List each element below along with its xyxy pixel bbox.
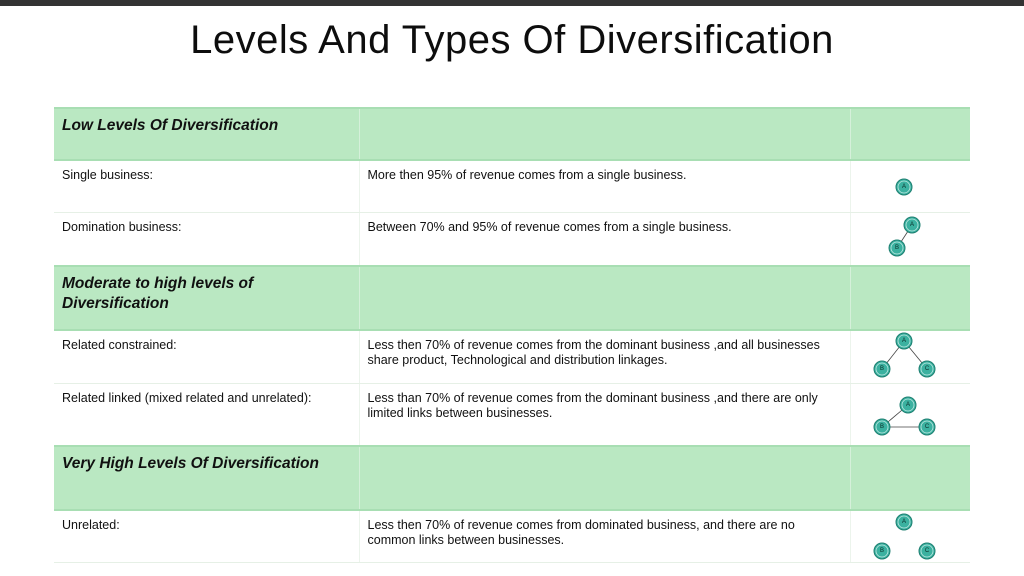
node-b <box>874 543 890 559</box>
header-blank-cell <box>359 446 850 510</box>
revenue-description: More then 95% of revenue comes from a single business. <box>359 160 850 213</box>
svg-text:A: A <box>905 402 910 408</box>
header-blank-cell <box>850 446 970 510</box>
svg-text:B: B <box>879 366 884 372</box>
node-c <box>919 361 935 377</box>
revenue-description: Between 70% and 95% of revenue comes from a single business. <box>359 213 850 267</box>
svg-text:A: A <box>909 222 914 228</box>
table-row <box>54 213 970 267</box>
table-row <box>54 384 970 447</box>
node-a <box>900 397 916 413</box>
table-row <box>54 160 970 213</box>
section-heading: Moderate to high levels of Diversification <box>54 266 359 330</box>
section-header-moderate <box>54 266 970 330</box>
node-b <box>889 240 905 256</box>
section-header-very-high <box>54 446 970 510</box>
header-blank-cell <box>850 108 970 160</box>
svg-text:C: C <box>924 424 929 430</box>
structure-diagram <box>850 330 970 384</box>
header-blank-cell <box>359 108 850 160</box>
unrelated-diagram <box>851 511 971 562</box>
diversification-type: Unrelated: <box>54 510 359 563</box>
structure-diagram <box>850 160 970 213</box>
structure-diagram <box>850 384 970 447</box>
revenue-description: Less than 70% of revenue comes from the dominant business ,and there are only limited links between businesses. <box>359 384 850 447</box>
diversification-type: Single business: <box>54 160 359 213</box>
diversification-type: Related linked (mixed related and unrelated): <box>54 384 359 447</box>
node-b <box>874 361 890 377</box>
table-row <box>54 330 970 384</box>
related-constrained-diagram <box>851 331 971 383</box>
node-c <box>919 419 935 435</box>
header-blank-cell <box>850 266 970 330</box>
top-bar <box>0 0 1024 6</box>
svg-text:B: B <box>879 424 884 430</box>
svg-text:C: C <box>924 548 929 554</box>
section-heading: Low Levels Of Diversification <box>54 108 359 160</box>
diversification-type: Domination business: <box>54 213 359 267</box>
table-row <box>54 510 970 563</box>
structure-diagram <box>850 510 970 563</box>
diversification-type: Related constrained: <box>54 330 359 384</box>
node-b <box>874 419 890 435</box>
revenue-description: Less then 70% of revenue comes from dominated business, and there are no common links between businesses. <box>359 510 850 563</box>
diversification-table <box>54 107 970 563</box>
revenue-description: Less then 70% of revenue comes from the dominant business ,and all businesses share product, Technological and distribution linkages. <box>359 330 850 384</box>
section-header-low <box>54 108 970 160</box>
page-title: Levels And Types Of Diversification <box>190 18 834 62</box>
svg-text:B: B <box>894 245 899 251</box>
svg-text:A: A <box>901 338 906 344</box>
svg-text:B: B <box>879 548 884 554</box>
svg-text:A: A <box>901 519 906 525</box>
node-a <box>896 514 912 530</box>
section-heading: Very High Levels Of Diversification <box>54 446 359 510</box>
node-a <box>896 333 912 349</box>
node-a <box>896 179 912 195</box>
svg-text:C: C <box>924 366 929 372</box>
dominant-business-diagram <box>851 213 971 265</box>
structure-diagram <box>850 213 970 267</box>
header-blank-cell <box>359 266 850 330</box>
svg-text:A: A <box>901 184 906 190</box>
node-c <box>919 543 935 559</box>
node-a <box>904 217 920 233</box>
single-business-diagram <box>851 161 971 212</box>
related-linked-diagram <box>851 384 971 445</box>
